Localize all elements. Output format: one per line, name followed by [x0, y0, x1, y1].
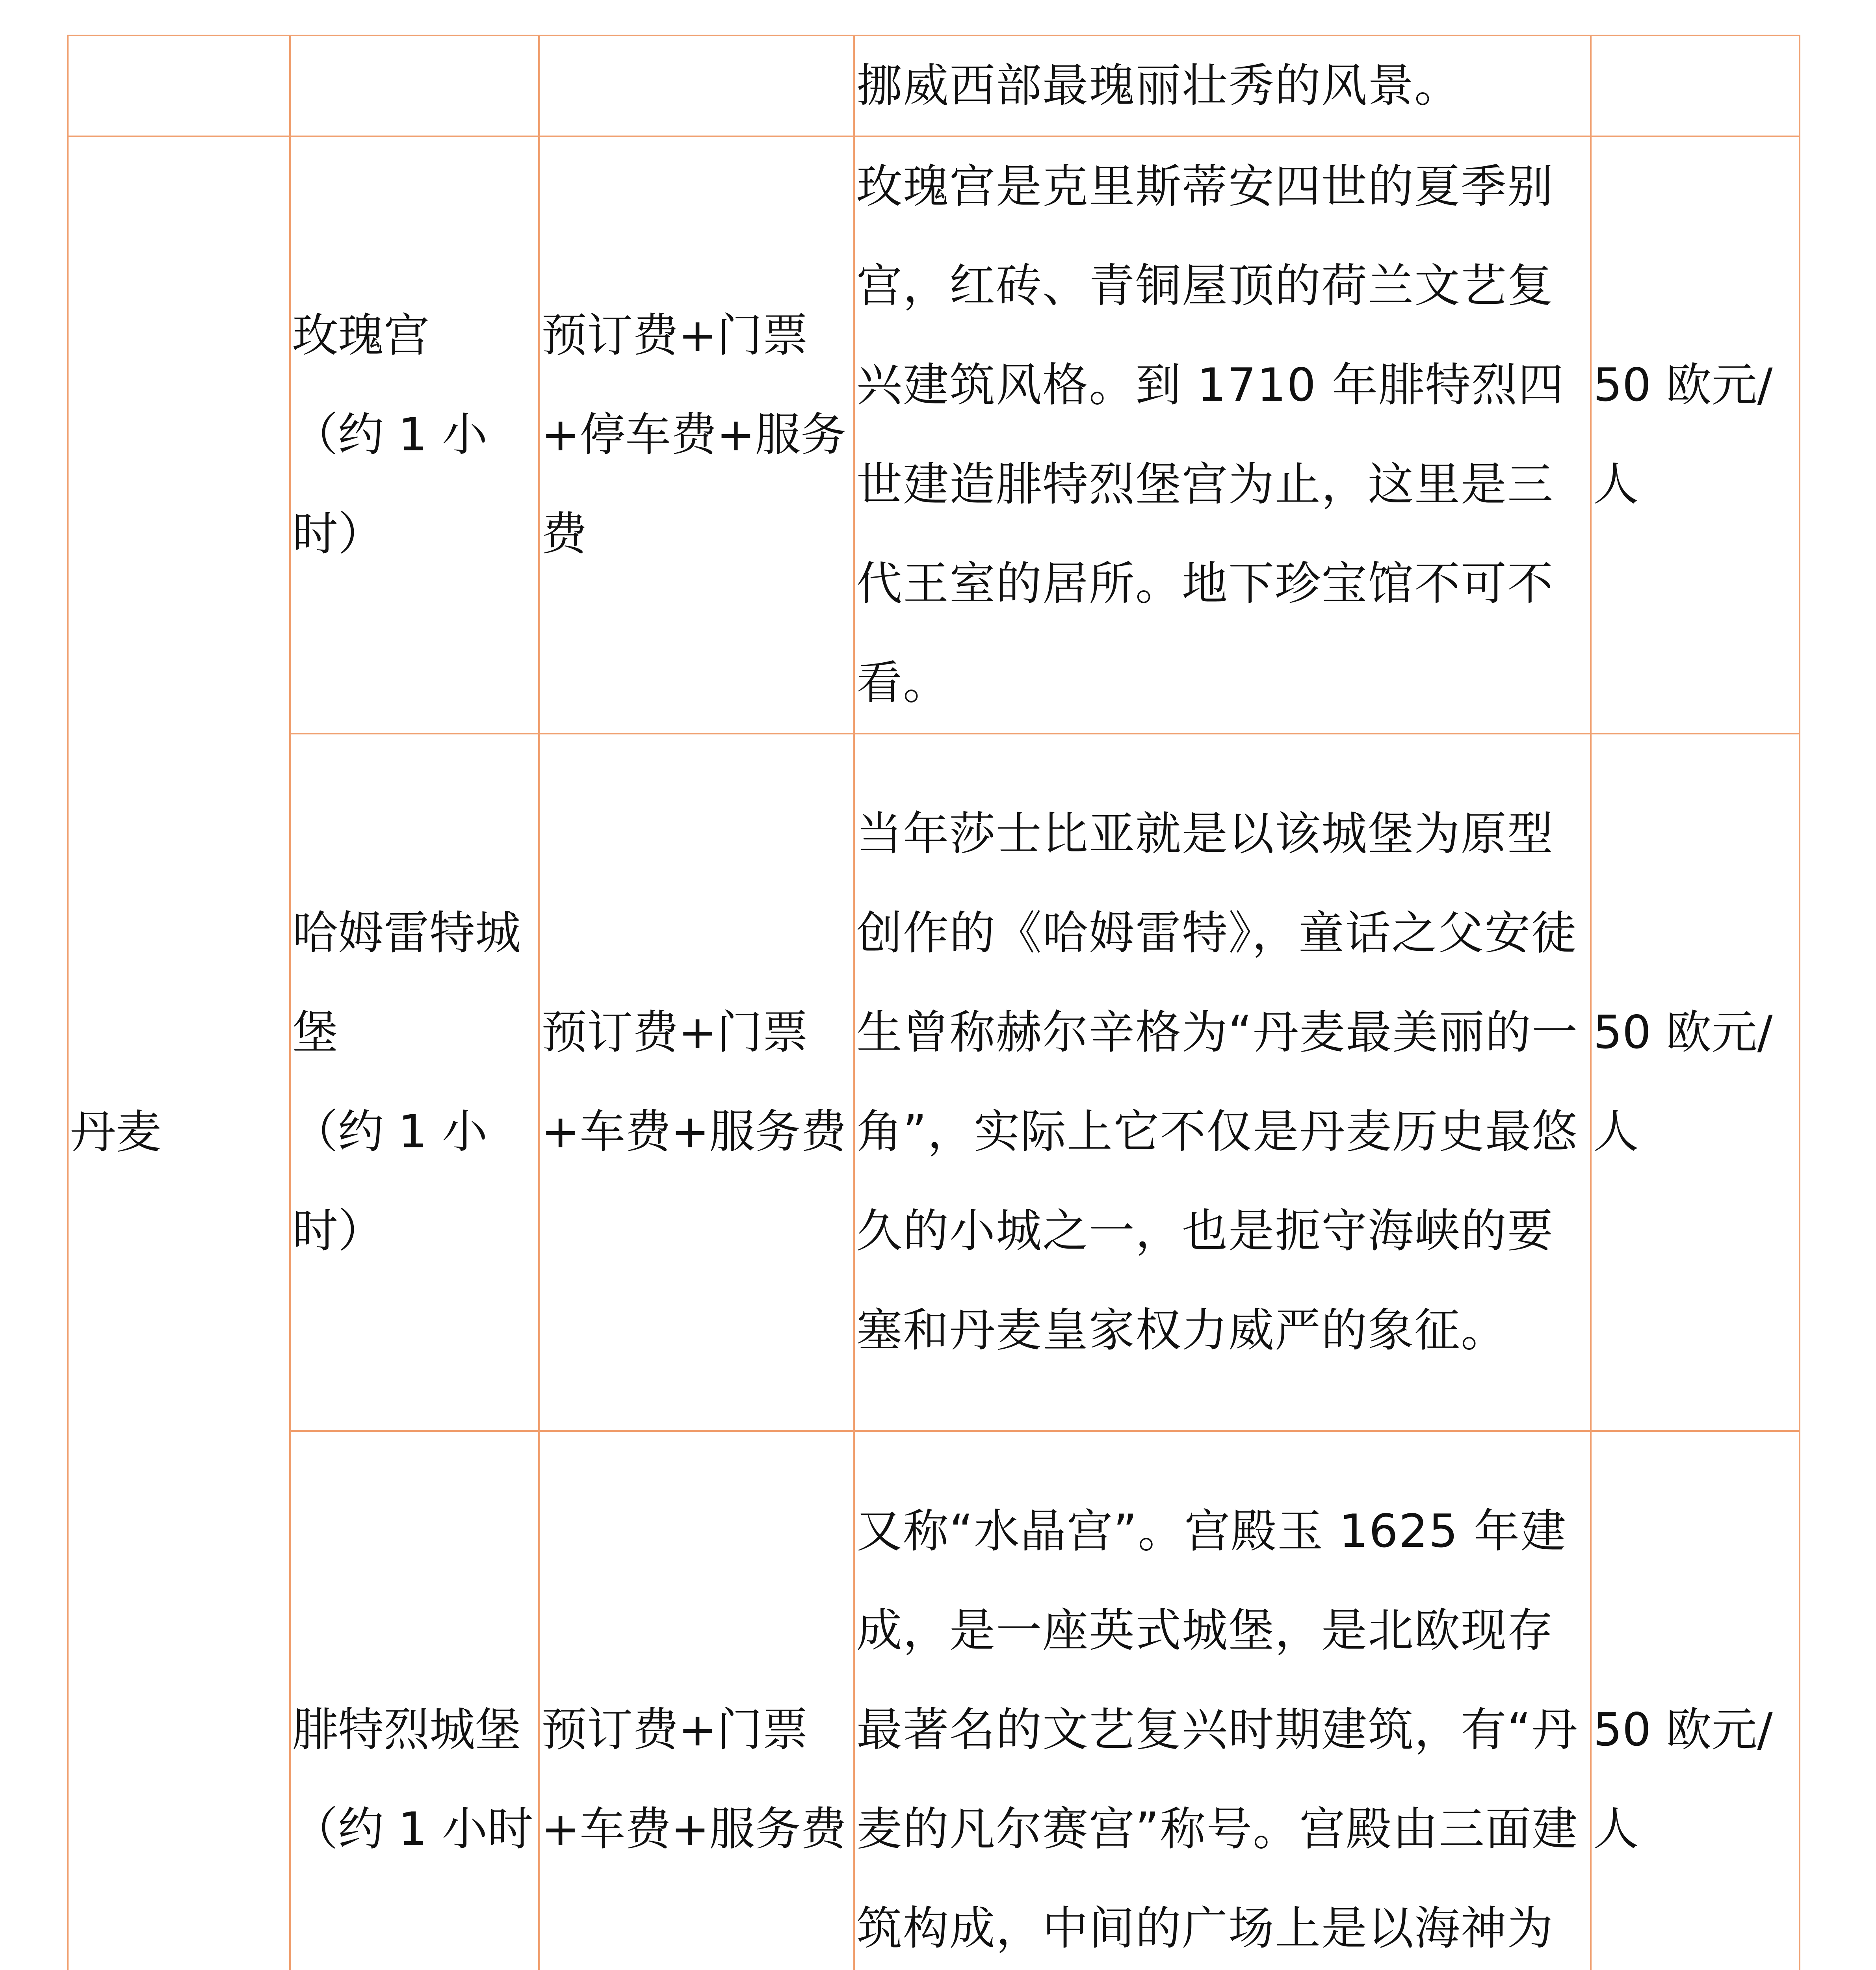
table-row — [68, 136, 1800, 734]
country-name: 丹麦 — [70, 1106, 162, 1159]
price-cell — [1591, 1431, 1800, 1970]
country-cell — [68, 136, 290, 1970]
description-cell — [854, 734, 1591, 1431]
description-cell — [854, 1431, 1591, 1970]
price-cell-empty — [1591, 35, 1800, 136]
price-cell — [1591, 136, 1800, 734]
fees-text: 预订费+门票+停车费+服务费 — [541, 309, 847, 561]
description-cell — [854, 136, 1591, 734]
fees-text: 预订费+门票+车费+服务费 — [541, 1006, 847, 1158]
description-text: 玫瑰宫是克里斯蒂安四世的夏季别宫，红砖、青铜屋顶的荷兰文艺复兴建筑风格。到 1710 年腓特烈四世建造腓特烈堡宫为止，这里是三代王室的居所。地下珍宝馆不可不看。 — [856, 160, 1564, 710]
description-text: 当年莎士比亚就是以该城堡为原型创作的《哈姆雷特》，童话之父安徒生曾称赫尔辛格为“丹麦最美丽的一角”，实际上它不仅是丹麦历史最悠久的小城之一，也是扼守海峡的要塞和丹麦皇家权力威严的象征。 — [856, 807, 1579, 1357]
attractions-table — [67, 35, 1800, 1970]
name-cell-empty — [290, 35, 539, 136]
fees-cell-empty — [539, 35, 854, 136]
fees-cell — [539, 136, 854, 734]
attraction-name: 玫瑰宫 — [292, 309, 429, 362]
attraction-name-cell — [290, 136, 539, 734]
attraction-name-cell — [290, 1431, 539, 1970]
table-row — [68, 734, 1800, 1431]
table-row — [68, 35, 1800, 136]
attraction-name: 腓特烈城堡 — [292, 1703, 521, 1756]
fees-cell — [539, 734, 854, 1431]
attraction-duration: （约 1 小时 — [292, 1803, 533, 1856]
fees-cell — [539, 1431, 854, 1970]
fees-text: 预订费+门票+车费+服务费 — [541, 1703, 847, 1856]
attraction-name-cell — [290, 734, 539, 1431]
description-text: 挪威西部最瑰丽壮秀的风景。 — [856, 59, 1461, 112]
attraction-duration: （约 1 小时） — [292, 1105, 488, 1258]
attraction-duration: （约 1 小时） — [292, 408, 488, 561]
table-row — [68, 1431, 1800, 1970]
attraction-name: 哈姆雷特城堡 — [292, 907, 521, 1059]
country-cell-empty — [68, 35, 290, 136]
description-text: 又称“水晶宫”。宫殿玉 1625 年建成，是一座英式城堡，是北欧现存最著名的文艺复兴时期建筑，有“丹麦的凡尔赛宫”称号。宫殿由三面建筑构成，中间的广场上是以海神为 — [856, 1505, 1579, 1955]
price-text: 50 欧元/人 — [1593, 1006, 1773, 1158]
price-text: 50 欧元/人 — [1593, 359, 1773, 511]
description-cell — [854, 35, 1591, 136]
price-text: 50 欧元/人 — [1593, 1703, 1773, 1856]
price-cell — [1591, 734, 1800, 1431]
